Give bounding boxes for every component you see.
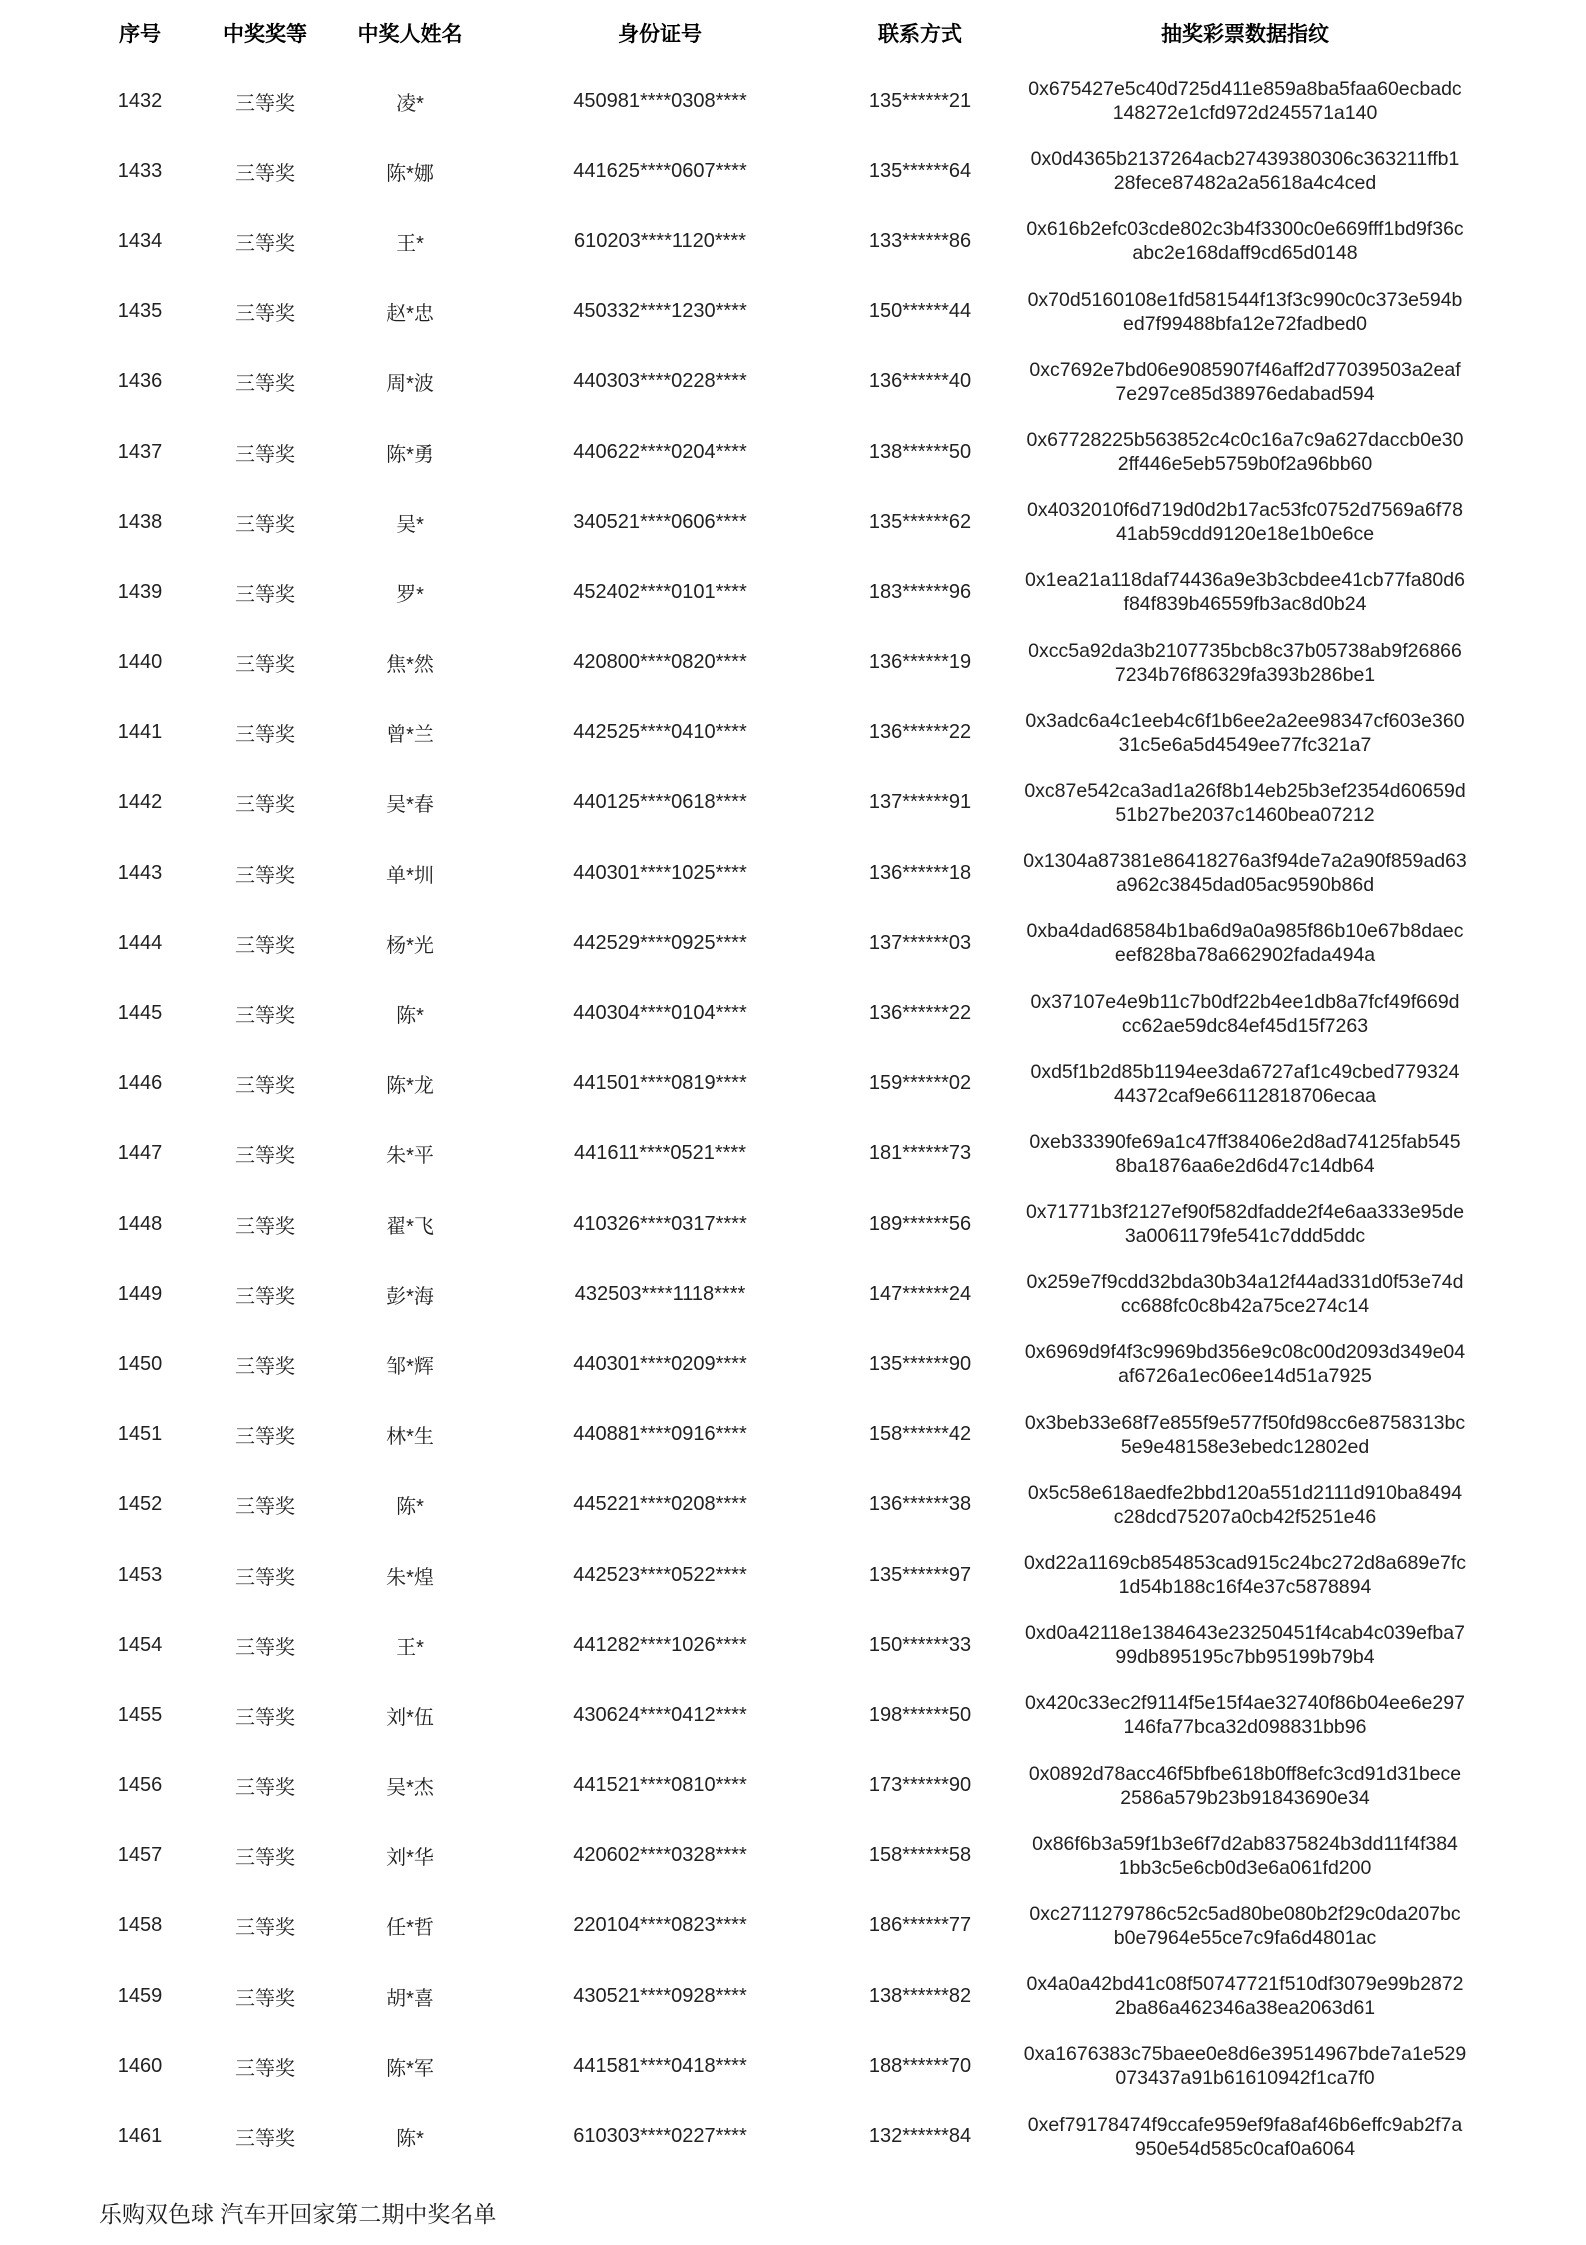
name-cell: 陈*龙 (386, 1075, 434, 1098)
serial-cell: 1445 (117, 1002, 163, 1025)
serial-cell: 1438 (117, 510, 163, 533)
name-cell: 罗* (396, 583, 424, 606)
fingerprint-cell (1020, 1200, 1470, 1248)
id-number-cell: 441611****0521**** (573, 1142, 746, 1165)
table-row (70, 1961, 1490, 2031)
id-number-cell: 441625****0607**** (573, 159, 747, 182)
fingerprint-cell (1020, 568, 1470, 616)
table-row (70, 628, 1490, 698)
column-header-prize: 中奖奖等 (223, 23, 307, 46)
fingerprint-cell (1020, 77, 1470, 125)
table-row (70, 1610, 1490, 1680)
serial-cell: 1439 (117, 580, 163, 603)
fingerprint-cell (1020, 358, 1470, 406)
column-header-fingerprint: 抽奖彩票数据指纹 (1161, 23, 1329, 46)
table-row (70, 978, 1490, 1048)
id-number-cell: 440125****0618**** (573, 791, 747, 814)
fingerprint-line-1: 0x4a0a42bd41c08f50747721f510df3079e99b2872 (1026, 1973, 1464, 1996)
id-number-cell: 441581****0418**** (573, 2054, 747, 2077)
serial-cell: 1437 (117, 440, 163, 463)
fingerprint-cell (1020, 1902, 1470, 1950)
name-cell: 周*波 (386, 373, 434, 396)
fingerprint-line-2: cc688fc0c8b42a75ce274c14 (1120, 1295, 1370, 1318)
id-number-cell: 450332****1230**** (573, 300, 747, 323)
table-row (70, 136, 1490, 206)
fingerprint-line-1: 0x70d5160108e1fd581544f13f3c990c0c373e594b (1027, 288, 1463, 311)
table-row (70, 1049, 1490, 1119)
phone-cell: 189******56 (868, 1212, 972, 1235)
fingerprint-cell (1020, 990, 1470, 1038)
fingerprint-line-1: 0x616b2efc03cde802c3b4f3300c0e669fff1bd9f36c (1026, 218, 1464, 241)
serial-cell: 1444 (117, 931, 163, 954)
fingerprint-line-1: 0x71771b3f2127ef90f582dfadde2f4e6aa333e95de (1025, 1201, 1465, 1224)
fingerprint-cell (1020, 1060, 1470, 1108)
id-number-cell: 610303****0227**** (573, 2125, 747, 2148)
column-header-phone: 联系方式 (878, 23, 962, 46)
fingerprint-line-2: 1bb3c5e6cb0d3e6a061fd200 (1118, 1856, 1372, 1879)
prize-cell: 三等奖 (235, 1496, 295, 1519)
prize-cell: 三等奖 (235, 1636, 295, 1659)
fingerprint-cell (1020, 1762, 1470, 1810)
column-header-id-number: 身份证号 (618, 23, 702, 46)
id-number-cell: 340521****0606**** (573, 510, 747, 533)
fingerprint-line-2: 2ff446e5eb5759b0f2a96bb60 (1117, 453, 1373, 476)
fingerprint-line-2: 073437a91b61610942f1ca7f0 (1115, 2067, 1375, 2090)
name-cell: 陈*勇 (386, 443, 434, 466)
phone-cell: 150******44 (868, 300, 972, 323)
name-cell: 陈* (396, 1005, 424, 1028)
prize-cell: 三等奖 (235, 1285, 295, 1308)
table-row (70, 66, 1490, 136)
name-cell: 吴*春 (386, 794, 434, 817)
fingerprint-line-1: 0xc7692e7bd06e9085907f46aff2d77039503a2eaf (1029, 358, 1461, 381)
fingerprint-line-1: 0xef79178474f9ccafe959ef9fa8af46b6effc9ab2f7a (1027, 2113, 1463, 2136)
name-cell: 单*圳 (386, 864, 434, 887)
fingerprint-cell (1020, 498, 1470, 546)
fingerprint-cell (1020, 1411, 1470, 1459)
prize-cell: 三等奖 (235, 232, 295, 255)
fingerprint-cell (1020, 1621, 1470, 1669)
fingerprint-line-2: 44372caf9e66112818706ecaa (1113, 1084, 1377, 1107)
id-number-cell: 220104****0823**** (573, 1914, 747, 1937)
name-cell: 刘*伍 (386, 1706, 434, 1729)
prize-cell: 三等奖 (235, 92, 295, 115)
phone-cell: 198******50 (868, 1703, 972, 1726)
id-number-cell: 442523****0522**** (573, 1563, 747, 1586)
id-number-cell: 440881****0916**** (573, 1423, 747, 1446)
serial-cell: 1440 (117, 651, 163, 674)
serial-cell: 1447 (117, 1142, 163, 1165)
fingerprint-line-2: 1d54b188c16f4e37c5878894 (1118, 1576, 1372, 1599)
phone-cell: 135******97 (868, 1563, 972, 1586)
prize-cell: 三等奖 (235, 583, 295, 606)
fingerprint-line-2: a962c3845dad05ac9590b86d (1115, 874, 1375, 897)
phone-cell: 133******86 (868, 229, 972, 252)
fingerprint-line-2: 3a0061179fe541c7ddd5ddc (1124, 1225, 1366, 1248)
fingerprint-line-1: 0xc2711279786c52c5ad80be080b2f29c0da207bc (1029, 1902, 1461, 1925)
id-number-cell: 440301****1025**** (573, 861, 747, 884)
fingerprint-line-2: f84f839b46559fb3ac8d0b24 (1123, 593, 1367, 616)
name-cell: 陈* (396, 2128, 424, 2151)
serial-cell: 1450 (117, 1352, 163, 1375)
prize-cell: 三等奖 (235, 1566, 295, 1589)
name-cell: 曾*兰 (386, 724, 434, 747)
table-body (70, 66, 1490, 2172)
phone-cell: 135******64 (868, 159, 972, 182)
phone-cell: 159******02 (868, 1072, 972, 1095)
prize-cell: 三等奖 (235, 1355, 295, 1378)
fingerprint-cell (1020, 639, 1470, 687)
fingerprint-line-1: 0x0892d78acc46f5bfbe618b0ff8efc3cd91d31bece (1028, 1762, 1462, 1785)
fingerprint-line-1: 0xa1676383c75baee0e8d6e39514967bde7a1e529 (1023, 2043, 1467, 2066)
phone-cell: 158******58 (868, 1844, 972, 1867)
fingerprint-line-1: 0x67728225b563852c4c0c16a7c9a627daccb0e30 (1026, 429, 1464, 452)
phone-cell: 137******03 (868, 931, 972, 954)
fingerprint-line-1: 0x37107e4e9b11c7b0df22b4ee1db8a7fcf49f669d (1030, 990, 1460, 1013)
id-number-cell: 432503****1118**** (574, 1282, 746, 1305)
phone-cell: 173******90 (868, 1774, 972, 1797)
prize-cell: 三等奖 (235, 1215, 295, 1238)
id-number-cell: 442529****0925**** (573, 931, 747, 954)
fingerprint-cell (1020, 849, 1470, 897)
phone-cell: 183******96 (868, 580, 972, 603)
phone-cell: 132******84 (868, 2125, 972, 2148)
fingerprint-line-2: 7234b76f86329fa393b286be1 (1114, 663, 1376, 686)
name-cell: 翟*飞 (386, 1215, 434, 1238)
fingerprint-line-2: 41ab59cdd9120e18e1b0e6ce (1115, 523, 1375, 546)
table-header-row (70, 0, 1490, 66)
winners-table (70, 0, 1490, 2172)
id-number-cell: 430624****0412**** (573, 1703, 747, 1726)
table-row (70, 1400, 1490, 1470)
fingerprint-cell (1020, 779, 1470, 827)
fingerprint-cell (1020, 1481, 1470, 1529)
prize-cell: 三等奖 (235, 2057, 295, 2080)
fingerprint-line-2: 5e9e48158e3ebedc12802ed (1120, 1435, 1370, 1458)
fingerprint-line-1: 0x5c58e618aedfe2bbd120a551d2111d910ba8494 (1027, 1481, 1463, 1504)
serial-cell: 1446 (117, 1072, 163, 1095)
id-number-cell: 442525****0410**** (573, 721, 747, 744)
phone-cell: 136******38 (868, 1493, 972, 1516)
phone-cell: 135******21 (868, 89, 972, 112)
fingerprint-cell (1020, 2113, 1470, 2161)
id-number-cell: 420602****0328**** (573, 1844, 747, 1867)
serial-cell: 1434 (117, 229, 163, 252)
fingerprint-line-2: 31c5e6a5d4549ee77fc321a7 (1118, 733, 1372, 756)
name-cell: 王* (396, 232, 424, 255)
id-number-cell: 441501****0819**** (573, 1072, 747, 1095)
fingerprint-line-2: 2ba86a462346a38ea2063d61 (1114, 1997, 1376, 2020)
phone-cell: 147******24 (868, 1282, 972, 1305)
table-row (70, 417, 1490, 487)
serial-cell: 1448 (117, 1212, 163, 1235)
id-number-cell: 440622****0204**** (573, 440, 747, 463)
phone-cell: 138******50 (868, 440, 972, 463)
fingerprint-line-1: 0x3beb33e68f7e855f9e577f50fd98cc6e8758313bc (1024, 1411, 1466, 1434)
fingerprint-line-1: 0x420c33ec2f9114f5e15f4ae32740f86b04ee6e297 (1025, 1692, 1465, 1715)
table-row (70, 277, 1490, 347)
serial-cell: 1455 (117, 1703, 163, 1726)
id-number-cell: 420800****0820**** (573, 651, 747, 674)
prize-cell: 三等奖 (235, 2128, 295, 2151)
column-header-serial: 序号 (119, 23, 161, 46)
serial-cell: 1443 (117, 861, 163, 884)
prize-cell: 三等奖 (235, 1706, 295, 1729)
prize-cell: 三等奖 (235, 1005, 295, 1028)
fingerprint-cell (1020, 1832, 1470, 1880)
prize-cell: 三等奖 (235, 1777, 295, 1800)
name-cell: 赵*忠 (386, 303, 434, 326)
prize-cell: 三等奖 (235, 1987, 295, 2010)
fingerprint-line-1: 0xc87e542ca3ad1a26f8b14eb25b3ef2354d60659d (1024, 779, 1466, 802)
fingerprint-line-2: 7e297ce85d38976edabad594 (1115, 382, 1375, 405)
table-row (70, 347, 1490, 417)
prize-cell: 三等奖 (235, 654, 295, 677)
phone-cell: 136******18 (868, 861, 972, 884)
table-row (70, 1189, 1490, 1259)
fingerprint-cell (1020, 1972, 1470, 2020)
name-cell: 朱*煌 (386, 1566, 434, 1589)
table-row (70, 1751, 1490, 1821)
id-number-cell: 430521****0928**** (573, 1984, 747, 2007)
phone-cell: 158******42 (868, 1423, 972, 1446)
fingerprint-cell (1020, 1270, 1470, 1318)
table-row (70, 2031, 1490, 2101)
table-row (70, 1891, 1490, 1961)
serial-cell: 1433 (117, 159, 163, 182)
prize-cell: 三等奖 (235, 794, 295, 817)
phone-cell: 135******62 (868, 510, 972, 533)
fingerprint-cell (1020, 2042, 1470, 2090)
table-row (70, 1680, 1490, 1750)
prize-cell: 三等奖 (235, 1917, 295, 1940)
prize-cell: 三等奖 (235, 443, 295, 466)
prize-cell: 三等奖 (235, 864, 295, 887)
fingerprint-line-2: 148272e1cfd972d245571a140 (1112, 102, 1378, 125)
table-row (70, 1119, 1490, 1189)
id-number-cell: 441282****1026**** (573, 1633, 747, 1656)
fingerprint-line-1: 0x4032010f6d719d0d2b17ac53fc0752d7569a6f78 (1027, 499, 1463, 522)
fingerprint-cell (1020, 147, 1470, 195)
serial-cell: 1459 (117, 1984, 163, 2007)
serial-cell: 1461 (117, 2125, 163, 2148)
name-cell: 胡*喜 (386, 1987, 434, 2010)
fingerprint-cell (1020, 217, 1470, 265)
prize-cell: 三等奖 (235, 1075, 295, 1098)
table-row (70, 698, 1490, 768)
fingerprint-cell (1020, 1551, 1470, 1599)
serial-cell: 1460 (117, 2054, 163, 2077)
table-row (70, 206, 1490, 276)
fingerprint-line-2: 2586a579b23b91843690e34 (1120, 1786, 1370, 1809)
phone-cell: 137******91 (868, 791, 972, 814)
serial-cell: 1454 (117, 1633, 163, 1656)
id-number-cell: 610203****1120**** (573, 229, 746, 252)
table-row (70, 1821, 1490, 1891)
fingerprint-line-1: 0xba4dad68584b1ba6d9a0a985f86b10e67b8daec (1026, 920, 1464, 943)
fingerprint-line-1: 0xeb33390fe69a1c47ff38406e2d8ad74125fab545 (1029, 1130, 1461, 1153)
fingerprint-cell (1020, 709, 1470, 757)
name-cell: 朱*平 (386, 1145, 434, 1168)
table-row (70, 1540, 1490, 1610)
phone-cell: 136******40 (868, 370, 972, 393)
fingerprint-line-2: 8ba1876aa6e2d6d47c14db64 (1115, 1154, 1375, 1177)
serial-cell: 1435 (117, 300, 163, 323)
id-number-cell: 445221****0208**** (573, 1493, 747, 1516)
table-row (70, 1470, 1490, 1540)
prize-cell: 三等奖 (235, 303, 295, 326)
serial-cell: 1458 (117, 1914, 163, 1937)
name-cell: 彭*海 (386, 1285, 434, 1308)
id-number-cell: 440304****0104**** (573, 1002, 747, 1025)
serial-cell: 1451 (117, 1423, 163, 1446)
fingerprint-cell (1020, 428, 1470, 476)
fingerprint-line-2: af6726a1ec06ee14d51a7925 (1118, 1365, 1372, 1388)
fingerprint-cell (1020, 1691, 1470, 1739)
name-cell: 吴* (396, 513, 424, 536)
table-row (70, 1259, 1490, 1329)
id-number-cell: 440303****0228**** (573, 370, 747, 393)
fingerprint-line-2: c28dcd75207a0cb42f5251e46 (1113, 1505, 1377, 1528)
serial-cell: 1453 (117, 1563, 163, 1586)
serial-cell: 1457 (117, 1844, 163, 1867)
prize-cell: 三等奖 (235, 724, 295, 747)
serial-cell: 1441 (117, 721, 163, 744)
name-cell: 陈*军 (386, 2057, 434, 2080)
prize-cell: 三等奖 (235, 1847, 295, 1870)
fingerprint-line-1: 0xd5f1b2d85b1194ee3da6727af1c49cbed779324 (1030, 1060, 1460, 1083)
prize-cell: 三等奖 (235, 373, 295, 396)
fingerprint-line-1: 0x6969d9f4f3c9969bd356e9c08c00d2093d349e04 (1024, 1341, 1466, 1364)
table-row (70, 768, 1490, 838)
fingerprint-line-2: eef828ba78a662902fada494a (1114, 944, 1376, 967)
name-cell: 陈* (396, 1496, 424, 1519)
fingerprint-line-2: 146fa77bca32d098831bb96 (1123, 1716, 1367, 1739)
table-row (70, 908, 1490, 978)
fingerprint-cell (1020, 1130, 1470, 1178)
name-cell: 焦*然 (386, 654, 434, 677)
phone-cell: 135******90 (868, 1352, 972, 1375)
prize-cell: 三等奖 (235, 1145, 295, 1168)
fingerprint-line-2: b0e7964e55ce7c9fa6d4801ac (1113, 1926, 1377, 1949)
table-row (70, 487, 1490, 557)
fingerprint-line-1: 0x86f6b3a59f1b3e6f7d2ab8375824b3dd11f4f384 (1032, 1832, 1458, 1855)
name-cell: 刘*华 (386, 1847, 434, 1870)
name-cell: 杨*光 (386, 934, 434, 957)
name-cell: 王* (396, 1636, 424, 1659)
phone-cell: 186******77 (868, 1914, 972, 1937)
table-row (70, 2101, 1490, 2171)
prize-cell: 三等奖 (235, 934, 295, 957)
fingerprint-line-2: 99db895195c7bb95199b79b4 (1115, 1646, 1375, 1669)
prize-cell: 三等奖 (235, 1426, 295, 1449)
fingerprint-cell (1020, 288, 1470, 336)
id-number-cell: 440301****0209**** (573, 1352, 747, 1375)
id-number-cell: 441521****0810**** (573, 1774, 747, 1797)
serial-cell: 1452 (117, 1493, 163, 1516)
table-row (70, 1329, 1490, 1399)
fingerprint-line-1: 0xd0a42118e1384643e23250451f4cab4c039efba7 (1025, 1622, 1465, 1645)
serial-cell: 1442 (117, 791, 163, 814)
fingerprint-line-1: 0x1304a87381e86418276a3f94de7a2a90f859ad63 (1023, 850, 1467, 873)
phone-cell: 181******73 (868, 1142, 972, 1165)
phone-cell: 136******22 (868, 1002, 972, 1025)
name-cell: 邹*辉 (386, 1355, 434, 1378)
phone-cell: 150******33 (868, 1633, 972, 1656)
table-row (70, 838, 1490, 908)
fingerprint-line-2: ed7f99488bfa12e72fadbed0 (1123, 312, 1367, 335)
column-header-name: 中奖人姓名 (357, 23, 463, 46)
id-number-cell: 452402****0101**** (573, 580, 747, 603)
fingerprint-line-1: 0x1ea21a118daf74436a9e3b3cbdee41cb77fa80d6 (1025, 569, 1465, 592)
fingerprint-line-1: 0x3adc6a4c1eeb4c6f1b6ee2a2ee98347cf603e360 (1025, 709, 1465, 732)
fingerprint-line-1: 0xd22a1169cb854853cad915c24bc272d8a689e7fc (1023, 1552, 1467, 1575)
name-cell: 吴*杰 (386, 1777, 434, 1800)
id-number-cell: 450981****0308**** (573, 89, 747, 112)
phone-cell: 136******19 (868, 651, 972, 674)
name-cell: 任*哲 (386, 1917, 434, 1940)
serial-cell: 1436 (117, 370, 163, 393)
phone-cell: 136******22 (868, 721, 972, 744)
fingerprint-line-1: 0x675427e5c40d725d411e859a8ba5faa60ecbadc (1028, 78, 1462, 101)
serial-cell: 1456 (117, 1774, 163, 1797)
fingerprint-line-1: 0xcc5a92da3b2107735bcb8c37b05738ab9f26866 (1028, 639, 1462, 662)
fingerprint-line-2: abc2e168daff9cd65d0148 (1132, 242, 1358, 265)
phone-cell: 188******70 (868, 2054, 972, 2077)
table-row (70, 557, 1490, 627)
serial-cell: 1432 (117, 89, 163, 112)
fingerprint-line-2: 950e54d585c0caf0a6064 (1134, 2137, 1356, 2160)
fingerprint-cell (1020, 1340, 1470, 1388)
fingerprint-line-1: 0x0d4365b2137264acb27439380306c363211ffb1 (1030, 148, 1460, 171)
serial-cell: 1449 (117, 1282, 163, 1305)
fingerprint-cell (1020, 919, 1470, 967)
id-number-cell: 410326****0317**** (573, 1212, 747, 1235)
name-cell: 林*生 (386, 1426, 434, 1449)
name-cell: 凌* (396, 92, 424, 115)
prize-cell: 三等奖 (235, 162, 295, 185)
fingerprint-line-2: 28fece87482a2a5618a4c4ced (1113, 172, 1377, 195)
phone-cell: 138******82 (868, 1984, 972, 2007)
fingerprint-line-1: 0x259e7f9cdd32bda30b34a12f44ad331d0f53e74d (1026, 1271, 1464, 1294)
footer-note: 乐购双色球 汽车开回家第二期中奖名单 (99, 2201, 497, 2227)
fingerprint-line-2: cc62ae59dc84ef45d15f7263 (1121, 1014, 1369, 1037)
prize-cell: 三等奖 (235, 513, 295, 536)
name-cell: 陈*娜 (386, 162, 434, 185)
fingerprint-line-2: 51b27be2037c1460bea07212 (1115, 803, 1375, 826)
